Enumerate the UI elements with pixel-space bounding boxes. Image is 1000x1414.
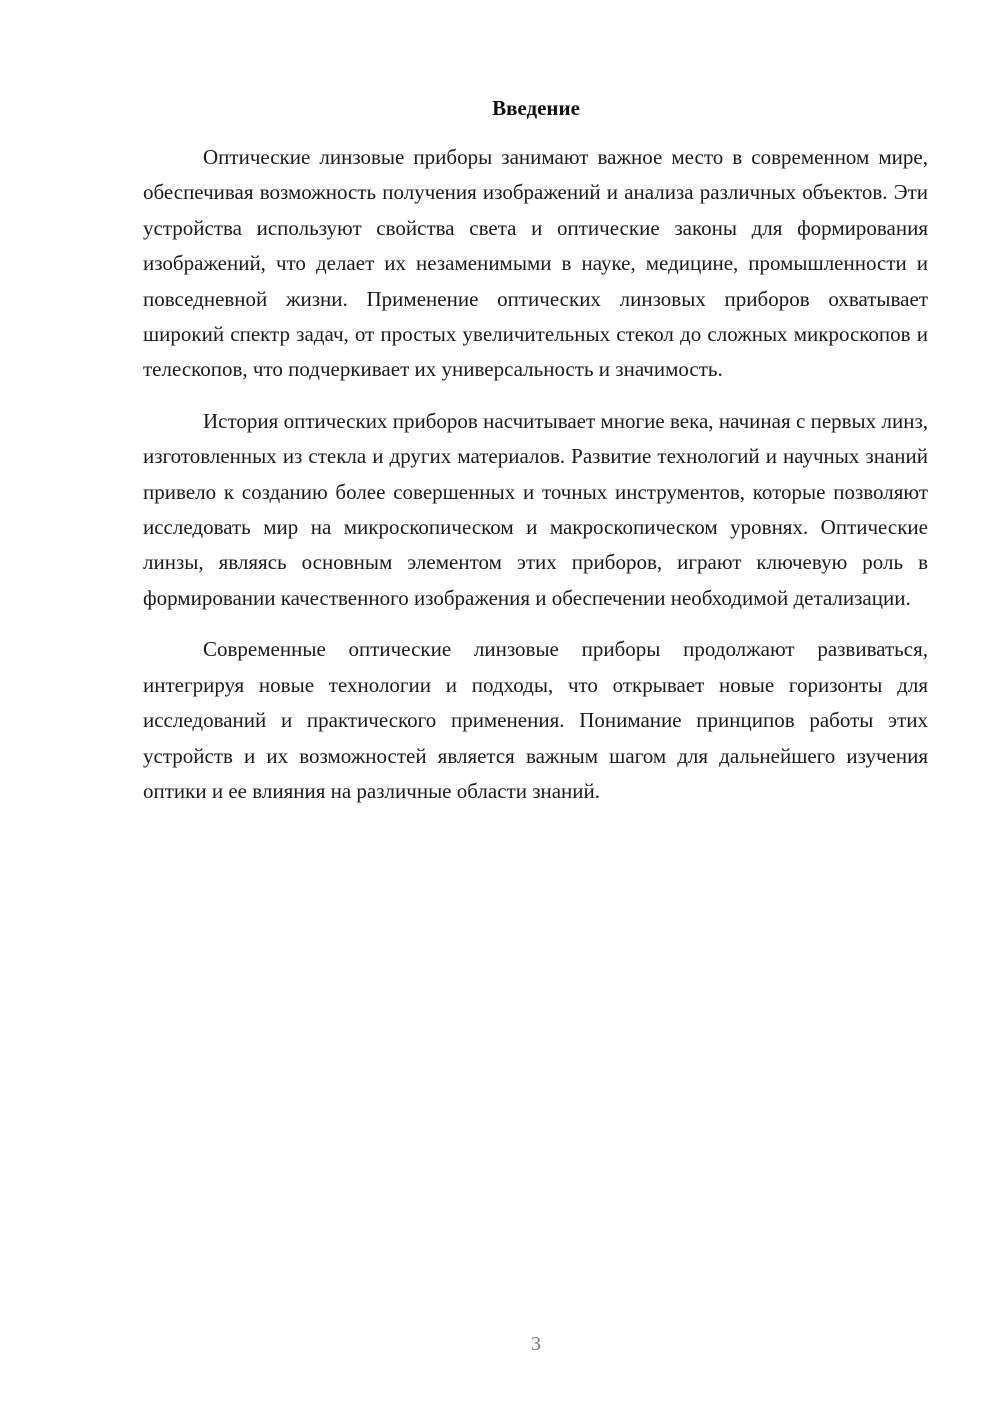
paragraph-1: Оптические линзовые приборы занимают важное место в современном мире, обеспечивая возможность получения изображений и анализа различных объектов. Эти устройства используют свойства света и оптические законы для формирования изображений, что делает их незаменимыми в науке, медицине, промышленности и повседневной жизни. Применение оптических линзовых приборов охватывает широкий спектр задач, от простых увеличительных стекол до сложных микроскопов и телескопов, что подчеркивает их универсальность и значимость. bbox=[143, 145, 928, 382]
section-heading: Введение bbox=[492, 96, 580, 120]
page-number: 3 bbox=[531, 1333, 541, 1355]
paragraph-3: Современные оптические линзовые приборы продолжают развиваться, интегрируя новые технологии и подходы, что открывает новые горизонты для исследований и практического применения. Понимание принципов работы этих устройств и их возможностей является важным шагом для дальнейшего изучения оптики и ее влияния на различные области знаний. bbox=[143, 637, 928, 803]
body-text bbox=[143, 140, 928, 825]
paragraph-2: История оптических приборов насчитывает многие века, начиная с первых линз, изготовленных из стекла и других материалов. Развитие технологий и научных знаний привело к созданию более совершенных и точных инструментов, которые позволяют исследовать мир на микроскопическом и макроскопическом уровнях. Оптические линзы, являясь основным элементом этих приборов, играют ключевую роль в формировании качественного изображения и обеспечении необходимой детализации. bbox=[143, 408, 928, 610]
